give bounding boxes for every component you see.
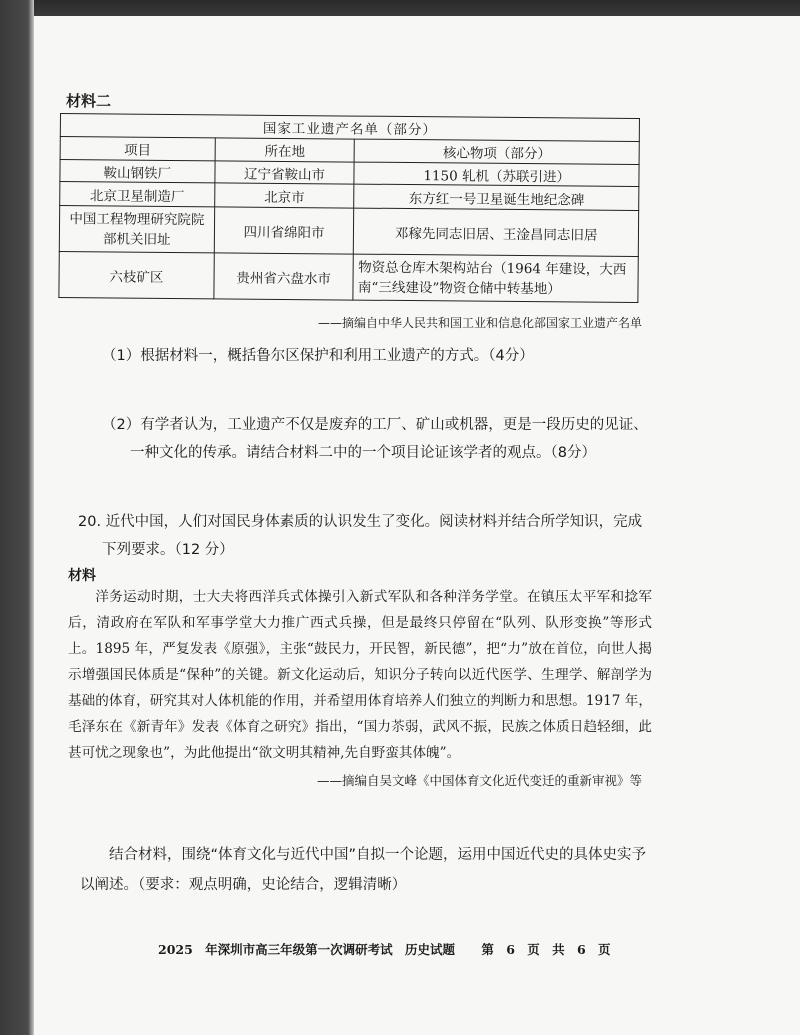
material-label: 材料: [68, 568, 96, 584]
question-19-2-line1: （2）有学者认为，工业遗产不仅是废弃的工厂、矿山或机器，更是一段历史的见证、: [102, 417, 648, 433]
material-two-source: ——摘编自中华人民共和国工业和信息化部国家工业遗产名单: [317, 316, 642, 330]
table-cell: 中国工程物理研究院院部机关旧址: [59, 206, 214, 253]
table-cell: 邓稼先同志旧居、王淦昌同志旧居: [354, 208, 639, 256]
material-two-label: 材料二: [66, 92, 112, 110]
question-20-line2: 下列要求。（12 分）: [102, 542, 234, 558]
material-source: ——摘编自吴文峰《中国体育文化近代变迁的重新审视》等: [316, 773, 642, 788]
table-header: 所在地: [215, 138, 355, 162]
scan-dark-edge-top: [0, 0, 800, 16]
exam-title: 2025 年深圳市高三年级第一次调研考试 历史试题: [158, 942, 455, 957]
table-caption: 国家工业遗产名单（部分）: [60, 114, 639, 142]
page-footer: [158, 940, 625, 958]
table-cell: 北京市: [214, 183, 354, 208]
table-cell: 东方红一号卫星诞生地纪念碑: [354, 184, 639, 210]
table-cell: 辽宁省鞍山市: [215, 161, 355, 184]
question-20-task: 结合材料，围绕“体育文化与近代中国”自拟一个论题，运用中国近代史的具体史实予以阐述。（要求：观点明确，史论结合，逻辑清晰）: [80, 847, 647, 893]
table-cell: 六枝矿区: [59, 251, 214, 298]
table-header: 项目: [60, 137, 215, 161]
question-20-stem: [78, 508, 658, 564]
question-19-2: [102, 411, 662, 467]
table-cell: 贵州省六盘水市: [214, 253, 354, 300]
table-row: [59, 251, 638, 302]
question-20-line1: 20. 近代中国，人们对国民身体素质的认识发生了变化。阅读材料并结合所学知识，完成: [78, 514, 643, 530]
question-19-2-line2: 一种文化的传承。请结合材料二中的一个项目论证该学者的观点。（8分）: [130, 445, 596, 461]
table-cell: 1150 轧机（苏联引进）: [354, 162, 639, 186]
question-19-1: （1）根据材料一，概括鲁尔区保护和利用工业遗产的方式。（4分）: [102, 348, 534, 364]
scan-dark-edge-left: [0, 0, 34, 1035]
table-cell: 物资总仓库木架构站台（1964 年建设，大西南“三线建设”物资仓储中转基地）: [353, 254, 638, 302]
page-number: 第 6 页 共 6 页: [481, 942, 611, 957]
table-cell: 四川省绵阳市: [214, 207, 354, 254]
table-cell: 鞍山钢铁厂: [60, 160, 215, 183]
table-cell: 北京卫星制造厂: [60, 182, 215, 207]
material-passage: 洋务运动时期，士大夫将西洋兵式体操引入新式军队和各种洋务学堂。在镇压太平军和捻军后，清政府在军队和军事学堂大力推广西式兵操，但是最终只停留在“队列、队形变换”等形式上。1895 年，严复发表《原强》，主张“鼓民力，开民智，新民德”，把“力”放在首位，向世人揭示增强国民体质是“保种”的关键。新文化运动后，知识分子转向以近代医学、生理学、解剖学为基础的体育，研究其对人体机能的作用，并希望用体育培养人们独立的判断力和思想。1917 年，毛泽东在《新青年》发表《体育之研究》指出，“国力苶弱，武风不振，民族之体质日趋轻细，此甚可忧之现象也”，为此他提出“欲文明其精神,先自野蛮其体魄”。: [68, 589, 652, 761]
industrial-heritage-table: [58, 113, 640, 303]
table-row: [59, 206, 638, 257]
table-header: 核心物项（部分）: [355, 139, 640, 164]
